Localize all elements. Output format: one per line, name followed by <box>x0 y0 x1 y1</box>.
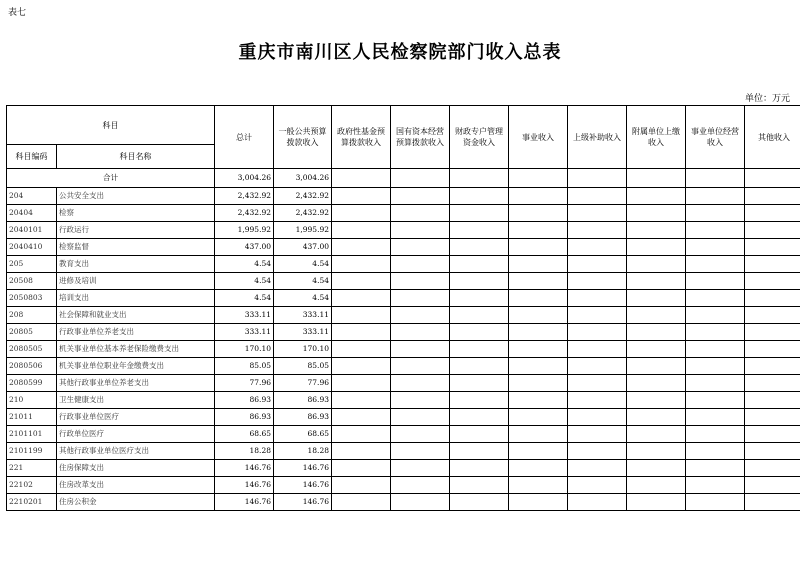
row-name: 进修及培训 <box>57 273 215 290</box>
row-general: 4.54 <box>274 290 332 307</box>
row-total: 86.93 <box>215 392 274 409</box>
table-row <box>7 494 800 511</box>
row-total: 1,995.92 <box>215 222 274 239</box>
empty-cell <box>745 169 800 188</box>
row-code: 210 <box>7 392 57 409</box>
empty-cell <box>568 273 627 290</box>
empty-cell <box>568 341 627 358</box>
row-name: 公共安全支出 <box>57 188 215 205</box>
empty-cell <box>509 426 568 443</box>
empty-cell <box>332 273 391 290</box>
empty-cell <box>391 290 450 307</box>
empty-cell <box>509 443 568 460</box>
empty-cell <box>627 358 686 375</box>
row-total: 146.76 <box>215 494 274 511</box>
row-general: 146.76 <box>274 494 332 511</box>
table-row <box>7 426 800 443</box>
empty-cell <box>332 239 391 256</box>
empty-cell <box>450 358 509 375</box>
row-name: 检察监督 <box>57 239 215 256</box>
row-general: 86.93 <box>274 409 332 426</box>
header-col-total: 总计 <box>215 106 274 169</box>
empty-cell <box>627 324 686 341</box>
empty-cell <box>686 307 745 324</box>
empty-cell <box>509 409 568 426</box>
empty-cell <box>627 222 686 239</box>
empty-cell <box>450 426 509 443</box>
empty-cell <box>568 307 627 324</box>
empty-cell <box>509 222 568 239</box>
header-col-general: 一般公共预算拨款收入 <box>274 106 332 169</box>
empty-cell <box>686 460 745 477</box>
row-code: 20805 <box>7 324 57 341</box>
empty-cell <box>391 341 450 358</box>
row-code: 221 <box>7 460 57 477</box>
empty-cell <box>686 392 745 409</box>
row-name: 检察 <box>57 205 215 222</box>
empty-cell <box>391 443 450 460</box>
empty-cell <box>568 358 627 375</box>
empty-cell <box>627 341 686 358</box>
row-name: 教育支出 <box>57 256 215 273</box>
header-col-state-capital: 国有资本经营预算拨款收入 <box>391 106 450 169</box>
empty-cell <box>745 426 800 443</box>
table-row <box>7 307 800 324</box>
empty-cell <box>686 426 745 443</box>
empty-cell <box>568 443 627 460</box>
empty-cell <box>332 169 391 188</box>
table-body <box>7 169 800 511</box>
row-total: 2,432.92 <box>215 205 274 222</box>
empty-cell <box>332 222 391 239</box>
empty-cell <box>686 409 745 426</box>
empty-cell <box>745 273 800 290</box>
empty-cell <box>332 256 391 273</box>
empty-cell <box>627 290 686 307</box>
empty-cell <box>745 375 800 392</box>
row-name: 其他行政事业单位医疗支出 <box>57 443 215 460</box>
empty-cell <box>509 239 568 256</box>
empty-cell <box>686 256 745 273</box>
header-subject: 科目 <box>7 106 215 145</box>
empty-cell <box>627 273 686 290</box>
empty-cell <box>332 375 391 392</box>
table-row <box>7 256 800 273</box>
empty-cell <box>332 341 391 358</box>
row-total: 18.28 <box>215 443 274 460</box>
row-total: 85.05 <box>215 358 274 375</box>
empty-cell <box>686 205 745 222</box>
empty-cell <box>686 273 745 290</box>
empty-cell <box>568 205 627 222</box>
header-name: 科目名称 <box>57 145 215 169</box>
empty-cell <box>745 239 800 256</box>
empty-cell <box>450 290 509 307</box>
row-code: 2050803 <box>7 290 57 307</box>
row-total: 68.65 <box>215 426 274 443</box>
row-general: 437.00 <box>274 239 332 256</box>
empty-cell <box>391 324 450 341</box>
empty-cell <box>568 494 627 511</box>
table-row <box>7 205 800 222</box>
empty-cell <box>332 494 391 511</box>
empty-cell <box>745 358 800 375</box>
row-code: 2040410 <box>7 239 57 256</box>
empty-cell <box>332 324 391 341</box>
empty-cell <box>627 477 686 494</box>
empty-cell <box>627 460 686 477</box>
table-row <box>7 392 800 409</box>
empty-cell <box>332 358 391 375</box>
empty-cell <box>509 290 568 307</box>
table-row <box>7 324 800 341</box>
total-general: 3,004.26 <box>274 169 332 188</box>
empty-cell <box>509 358 568 375</box>
empty-cell <box>391 205 450 222</box>
empty-cell <box>568 426 627 443</box>
row-general: 170.10 <box>274 341 332 358</box>
empty-cell <box>686 341 745 358</box>
row-general: 333.11 <box>274 307 332 324</box>
row-total: 146.76 <box>215 460 274 477</box>
empty-cell <box>568 239 627 256</box>
row-name: 卫生健康支出 <box>57 392 215 409</box>
empty-cell <box>686 375 745 392</box>
empty-cell <box>627 307 686 324</box>
empty-cell <box>391 222 450 239</box>
row-total: 4.54 <box>215 256 274 273</box>
empty-cell <box>332 392 391 409</box>
empty-cell <box>450 375 509 392</box>
row-general: 85.05 <box>274 358 332 375</box>
row-general: 146.76 <box>274 477 332 494</box>
empty-cell <box>627 409 686 426</box>
row-general: 4.54 <box>274 273 332 290</box>
empty-cell <box>450 169 509 188</box>
row-total: 146.76 <box>215 477 274 494</box>
row-name: 住房改革支出 <box>57 477 215 494</box>
empty-cell <box>745 188 800 205</box>
empty-cell <box>745 290 800 307</box>
row-name: 其他行政事业单位养老支出 <box>57 375 215 392</box>
table-number-tag: 表七 <box>8 8 27 18</box>
row-general: 333.11 <box>274 324 332 341</box>
empty-cell <box>332 307 391 324</box>
empty-cell <box>509 392 568 409</box>
income-summary-table <box>6 105 800 511</box>
row-name: 行政事业单位养老支出 <box>57 324 215 341</box>
row-code: 205 <box>7 256 57 273</box>
table-row <box>7 239 800 256</box>
empty-cell <box>745 205 800 222</box>
total-sum: 3,004.26 <box>215 169 274 188</box>
table-row <box>7 477 800 494</box>
empty-cell <box>450 324 509 341</box>
empty-cell <box>450 205 509 222</box>
unit-label: 单位：万元 <box>744 94 790 104</box>
header-col-operating: 事业单位经营收入 <box>686 106 745 169</box>
empty-cell <box>332 477 391 494</box>
empty-cell <box>509 307 568 324</box>
header-code: 科目编码 <box>7 145 57 169</box>
empty-cell <box>686 443 745 460</box>
row-name: 培训支出 <box>57 290 215 307</box>
row-general: 77.96 <box>274 375 332 392</box>
row-total: 333.11 <box>215 324 274 341</box>
empty-cell <box>509 477 568 494</box>
empty-cell <box>509 341 568 358</box>
header-col-business: 事业收入 <box>509 106 568 169</box>
empty-cell <box>627 494 686 511</box>
row-name: 住房保障支出 <box>57 460 215 477</box>
row-code: 208 <box>7 307 57 324</box>
empty-cell <box>568 409 627 426</box>
table-row <box>7 222 800 239</box>
header-col-fund: 政府性基金预算拨款收入 <box>332 106 391 169</box>
table-row <box>7 460 800 477</box>
empty-cell <box>568 290 627 307</box>
empty-cell <box>450 341 509 358</box>
empty-cell <box>450 392 509 409</box>
empty-cell <box>686 169 745 188</box>
row-general: 86.93 <box>274 392 332 409</box>
empty-cell <box>509 188 568 205</box>
empty-cell <box>745 256 800 273</box>
empty-cell <box>509 324 568 341</box>
empty-cell <box>568 222 627 239</box>
empty-cell <box>627 392 686 409</box>
empty-cell <box>450 307 509 324</box>
row-code: 20508 <box>7 273 57 290</box>
row-total: 2,432.92 <box>215 188 274 205</box>
empty-cell <box>391 188 450 205</box>
empty-cell <box>745 494 800 511</box>
empty-cell <box>391 307 450 324</box>
empty-cell <box>450 273 509 290</box>
row-name: 机关事业单位基本养老保险缴费支出 <box>57 341 215 358</box>
empty-cell <box>391 169 450 188</box>
row-code: 2101101 <box>7 426 57 443</box>
empty-cell <box>391 477 450 494</box>
empty-cell <box>509 169 568 188</box>
empty-cell <box>391 256 450 273</box>
empty-cell <box>332 443 391 460</box>
table-row <box>7 358 800 375</box>
table-row <box>7 290 800 307</box>
empty-cell <box>450 188 509 205</box>
empty-cell <box>509 375 568 392</box>
empty-cell <box>332 409 391 426</box>
header-col-special-account: 财政专户管理资金收入 <box>450 106 509 169</box>
empty-cell <box>686 222 745 239</box>
empty-cell <box>568 477 627 494</box>
empty-cell <box>745 443 800 460</box>
header-col-superior-subsidy: 上级补助收入 <box>568 106 627 169</box>
empty-cell <box>568 392 627 409</box>
empty-cell <box>391 273 450 290</box>
row-general: 2,432.92 <box>274 205 332 222</box>
table-row <box>7 341 800 358</box>
empty-cell <box>745 307 800 324</box>
table-row <box>7 375 800 392</box>
empty-cell <box>450 477 509 494</box>
empty-cell <box>627 205 686 222</box>
empty-cell <box>568 256 627 273</box>
row-code: 2210201 <box>7 494 57 511</box>
row-total: 77.96 <box>215 375 274 392</box>
row-total: 86.93 <box>215 409 274 426</box>
row-code: 2040101 <box>7 222 57 239</box>
total-row <box>7 169 800 188</box>
empty-cell <box>745 222 800 239</box>
row-code: 204 <box>7 188 57 205</box>
empty-cell <box>745 460 800 477</box>
row-name: 行政单位医疗 <box>57 426 215 443</box>
empty-cell <box>509 273 568 290</box>
row-total: 170.10 <box>215 341 274 358</box>
empty-cell <box>332 426 391 443</box>
empty-cell <box>450 494 509 511</box>
row-code: 2080506 <box>7 358 57 375</box>
empty-cell <box>332 460 391 477</box>
document-title: 重庆市南川区人民检察院部门收入总表 <box>238 42 562 63</box>
row-code: 20404 <box>7 205 57 222</box>
table-row <box>7 409 800 426</box>
row-general: 146.76 <box>274 460 332 477</box>
empty-cell <box>686 324 745 341</box>
empty-cell <box>627 256 686 273</box>
header-col-affiliated: 附属单位上缴收入 <box>627 106 686 169</box>
empty-cell <box>686 290 745 307</box>
empty-cell <box>509 205 568 222</box>
empty-cell <box>509 494 568 511</box>
empty-cell <box>332 205 391 222</box>
empty-cell <box>745 392 800 409</box>
empty-cell <box>745 409 800 426</box>
empty-cell <box>391 460 450 477</box>
empty-cell <box>568 375 627 392</box>
empty-cell <box>745 341 800 358</box>
empty-cell <box>627 169 686 188</box>
row-code: 2080599 <box>7 375 57 392</box>
total-label: 合计 <box>7 169 215 188</box>
empty-cell <box>450 443 509 460</box>
empty-cell <box>568 188 627 205</box>
empty-cell <box>627 239 686 256</box>
empty-cell <box>391 409 450 426</box>
empty-cell <box>686 188 745 205</box>
row-code: 21011 <box>7 409 57 426</box>
empty-cell <box>745 477 800 494</box>
empty-cell <box>391 392 450 409</box>
empty-cell <box>627 375 686 392</box>
table-row <box>7 273 800 290</box>
empty-cell <box>568 460 627 477</box>
row-total: 4.54 <box>215 273 274 290</box>
row-general: 4.54 <box>274 256 332 273</box>
row-general: 2,432.92 <box>274 188 332 205</box>
header-col-other: 其他收入 <box>745 106 800 169</box>
table-row <box>7 188 800 205</box>
row-code: 22102 <box>7 477 57 494</box>
empty-cell <box>627 188 686 205</box>
row-total: 333.11 <box>215 307 274 324</box>
row-name: 行政事业单位医疗 <box>57 409 215 426</box>
row-code: 2080505 <box>7 341 57 358</box>
empty-cell <box>391 358 450 375</box>
empty-cell <box>568 324 627 341</box>
empty-cell <box>686 358 745 375</box>
empty-cell <box>450 409 509 426</box>
row-general: 68.65 <box>274 426 332 443</box>
table-row <box>7 443 800 460</box>
empty-cell <box>686 477 745 494</box>
empty-cell <box>391 494 450 511</box>
row-name: 社会保障和就业支出 <box>57 307 215 324</box>
empty-cell <box>509 460 568 477</box>
empty-cell <box>450 222 509 239</box>
row-code: 2101199 <box>7 443 57 460</box>
empty-cell <box>686 494 745 511</box>
row-total: 4.54 <box>215 290 274 307</box>
empty-cell <box>686 239 745 256</box>
row-name: 行政运行 <box>57 222 215 239</box>
empty-cell <box>332 188 391 205</box>
empty-cell <box>745 324 800 341</box>
empty-cell <box>332 290 391 307</box>
row-general: 18.28 <box>274 443 332 460</box>
row-general: 1,995.92 <box>274 222 332 239</box>
empty-cell <box>627 443 686 460</box>
empty-cell <box>568 169 627 188</box>
row-name: 机关事业单位职业年金缴费支出 <box>57 358 215 375</box>
empty-cell <box>450 460 509 477</box>
row-name: 住房公积金 <box>57 494 215 511</box>
row-total: 437.00 <box>215 239 274 256</box>
empty-cell <box>509 256 568 273</box>
empty-cell <box>391 239 450 256</box>
empty-cell <box>627 426 686 443</box>
empty-cell <box>450 256 509 273</box>
empty-cell <box>391 375 450 392</box>
empty-cell <box>391 426 450 443</box>
empty-cell <box>450 239 509 256</box>
